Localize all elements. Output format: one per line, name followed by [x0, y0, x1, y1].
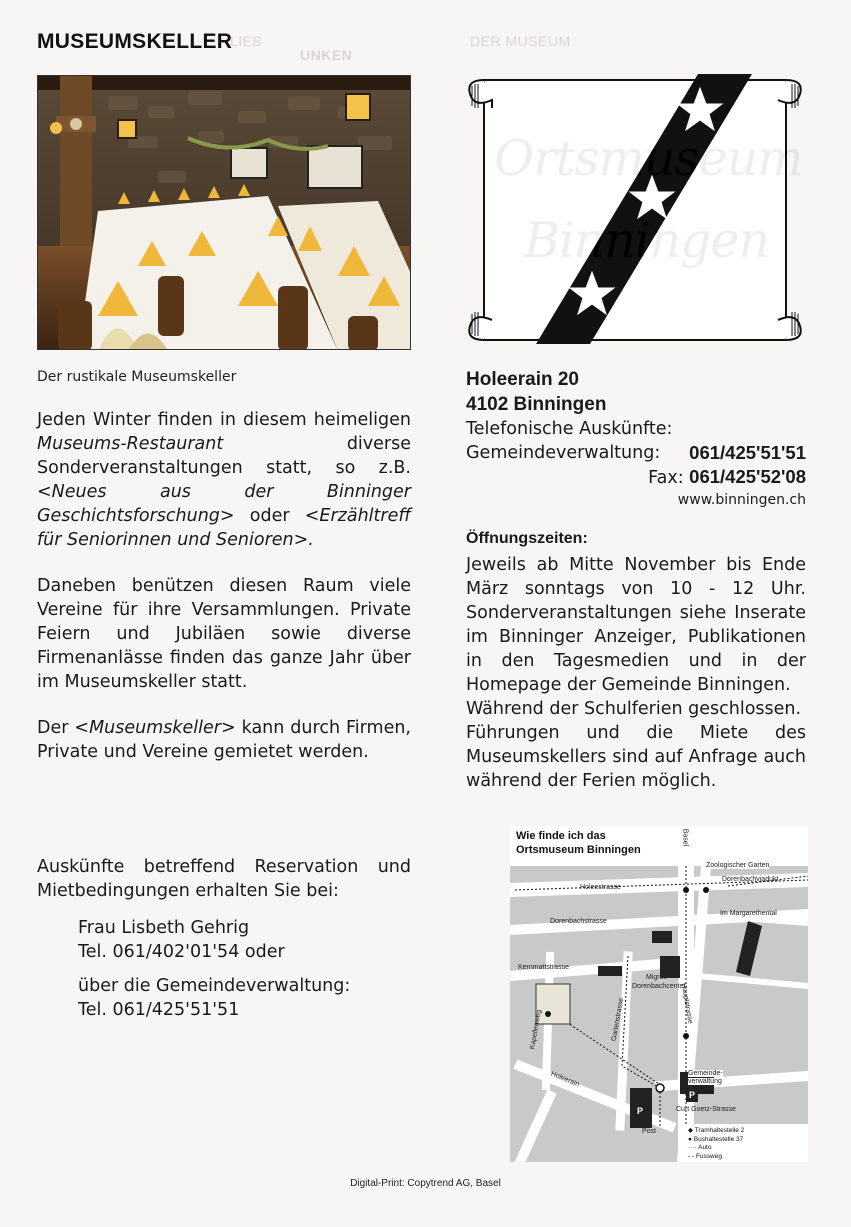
- legend-auto: ···· Auto: [688, 1144, 712, 1151]
- bleed-through-text: UNKEN: [300, 47, 353, 63]
- intro-text-2: Museums-Restaurant: [37, 434, 224, 454]
- street-kernmatt: Kernmattstrasse: [518, 964, 569, 971]
- intro-paragraph: [37, 408, 411, 786]
- legend-tram: ◆ Tramhaltestelle 2: [688, 1127, 745, 1134]
- location-map: [510, 826, 808, 1162]
- rental-text-3: kann durch Firmen, Private und Vereine gemietet werden.: [37, 718, 411, 762]
- print-credit: Digital-Print: Copytrend AG, Basel: [350, 1178, 501, 1189]
- map-legend: [688, 1127, 744, 1161]
- street-kapellen: Kapellenweg: [529, 1009, 543, 1050]
- street-haupt: Hauptstrasse: [679, 982, 694, 1025]
- photo-caption: Der rustikale Museumskeller: [37, 369, 237, 385]
- street-zoo: Zoologischer Garten: [706, 862, 770, 869]
- cellar-photo-illustration: [38, 76, 411, 350]
- intro-text-3: diverse Sonderveranstaltungen statt, so z.B.: [37, 434, 411, 478]
- website-link[interactable]: www.binningen.ch: [677, 492, 806, 508]
- fax-label: Fax:: [648, 468, 684, 488]
- street-migros: Migros: [646, 974, 668, 981]
- intro-text-4: <Neues aus der Binninger Geschichtsforschung>: [37, 482, 411, 526]
- street-dorenbachviadukt: Dorenbachviadukt: [722, 876, 779, 883]
- contact-phone-2: Tel. 061/425'51'51: [78, 1000, 240, 1020]
- gemeinde-phone: 061/425'51'51: [689, 442, 806, 463]
- contact-intro: Auskünfte betreffend Reservation und Mietbedingungen erhalten Sie bei:: [37, 857, 411, 901]
- street-margarethen: Im Margarethental: [720, 910, 777, 917]
- logo-line-1: Ortsmuseum: [494, 130, 803, 187]
- phone-label: Telefonische Auskünfte:: [466, 419, 673, 439]
- contact-name: Frau Lisbeth Gehrig: [78, 918, 250, 938]
- logo-illustration: [466, 72, 804, 348]
- legend-fuss: - - Fussweg: [688, 1152, 722, 1160]
- hours-heading: Öffnungszeiten:: [466, 530, 588, 547]
- rental-text-1: Der: [37, 718, 69, 738]
- section-title: MUSEUMSKELLER: [37, 30, 233, 53]
- street-basel: Basel: [681, 828, 689, 847]
- parking-label-2: P: [637, 1106, 644, 1116]
- ortsmuseum-logo: [466, 72, 804, 348]
- bleed-through-text: LIEB: [230, 33, 263, 49]
- street-dorenbach: Dorenbachstrasse: [550, 918, 607, 925]
- address-city: 4102 Binningen: [466, 394, 607, 415]
- gemeinde-label: Gemeindeverwaltung:: [466, 443, 661, 463]
- usage-paragraph: Daneben benützen diesen Raum viele Vereine für ihre Versammlungen. Private Feiern und Jubiläen sowie diverse Firmenanlässe finden das ganze Jahr über im Museumskeller statt.: [37, 576, 411, 692]
- rental-text-2: <Museumskeller>: [74, 718, 236, 738]
- contact-block: [78, 916, 350, 1022]
- street-gemeinde: Gemeinde-: [688, 1070, 723, 1077]
- intro-text-6: <Erzähltreff für Seniorinnen und Senioren>.: [37, 506, 411, 550]
- bleed-through-text: DER MUSEUM: [470, 33, 571, 49]
- address-street: Holeerain 20: [466, 369, 579, 390]
- street-post: Post: [642, 1128, 657, 1135]
- contact-via: über die Gemeindeverwaltung:: [78, 976, 351, 996]
- street-curt-goetz: Curt Goetz-Strasse: [676, 1106, 736, 1113]
- hours-text-1: Jeweils ab Mitte November bis Ende März sonntags von 10 - 12 Uhr. Sonderveranstaltungen siehe Inserate im Binninger Anzeiger, Publikationen in den Tagesmedien und in der Homepage der Gemeinde Binningen.: [466, 555, 806, 695]
- cellar-photo: [37, 75, 411, 350]
- map-title-line-2: Ortsmuseum Binningen: [516, 844, 641, 856]
- street-dorenbachcenter: Dorenbachcenter: [632, 983, 686, 990]
- parking-label: P: [689, 1090, 696, 1100]
- legend-bus: ● Bushaltestelle 37: [688, 1135, 744, 1143]
- opening-hours: [466, 527, 806, 793]
- map-title-line-1: Wie finde ich das: [516, 830, 606, 842]
- logo-line-2: Binningen: [524, 212, 769, 269]
- intro-text-1: Jeden Winter finden in diesem heimeligen: [37, 410, 411, 430]
- street-verwaltung: verwaltung: [688, 1078, 722, 1085]
- contact-phone: Tel. 061/402'01'54 oder: [78, 942, 285, 962]
- intro-text-5: oder: [249, 506, 290, 526]
- street-garten: Gartenstrasse: [610, 997, 626, 1042]
- hours-text-3: Führungen und die Miete des Museumskellers sind auf Anfrage auch während der Ferien möglich.: [466, 723, 806, 791]
- street-holeerain: Holeerain: [549, 1070, 581, 1089]
- street-holee: Holeestrasse: [580, 884, 621, 891]
- fax-line: [466, 465, 806, 490]
- address-block: [466, 367, 806, 510]
- hours-text-2: Während der Schulferien geschlossen.: [466, 699, 802, 719]
- fax-number: 061/425'52'08: [689, 466, 806, 487]
- map-title: [516, 829, 641, 857]
- gemeinde-line: [466, 441, 806, 465]
